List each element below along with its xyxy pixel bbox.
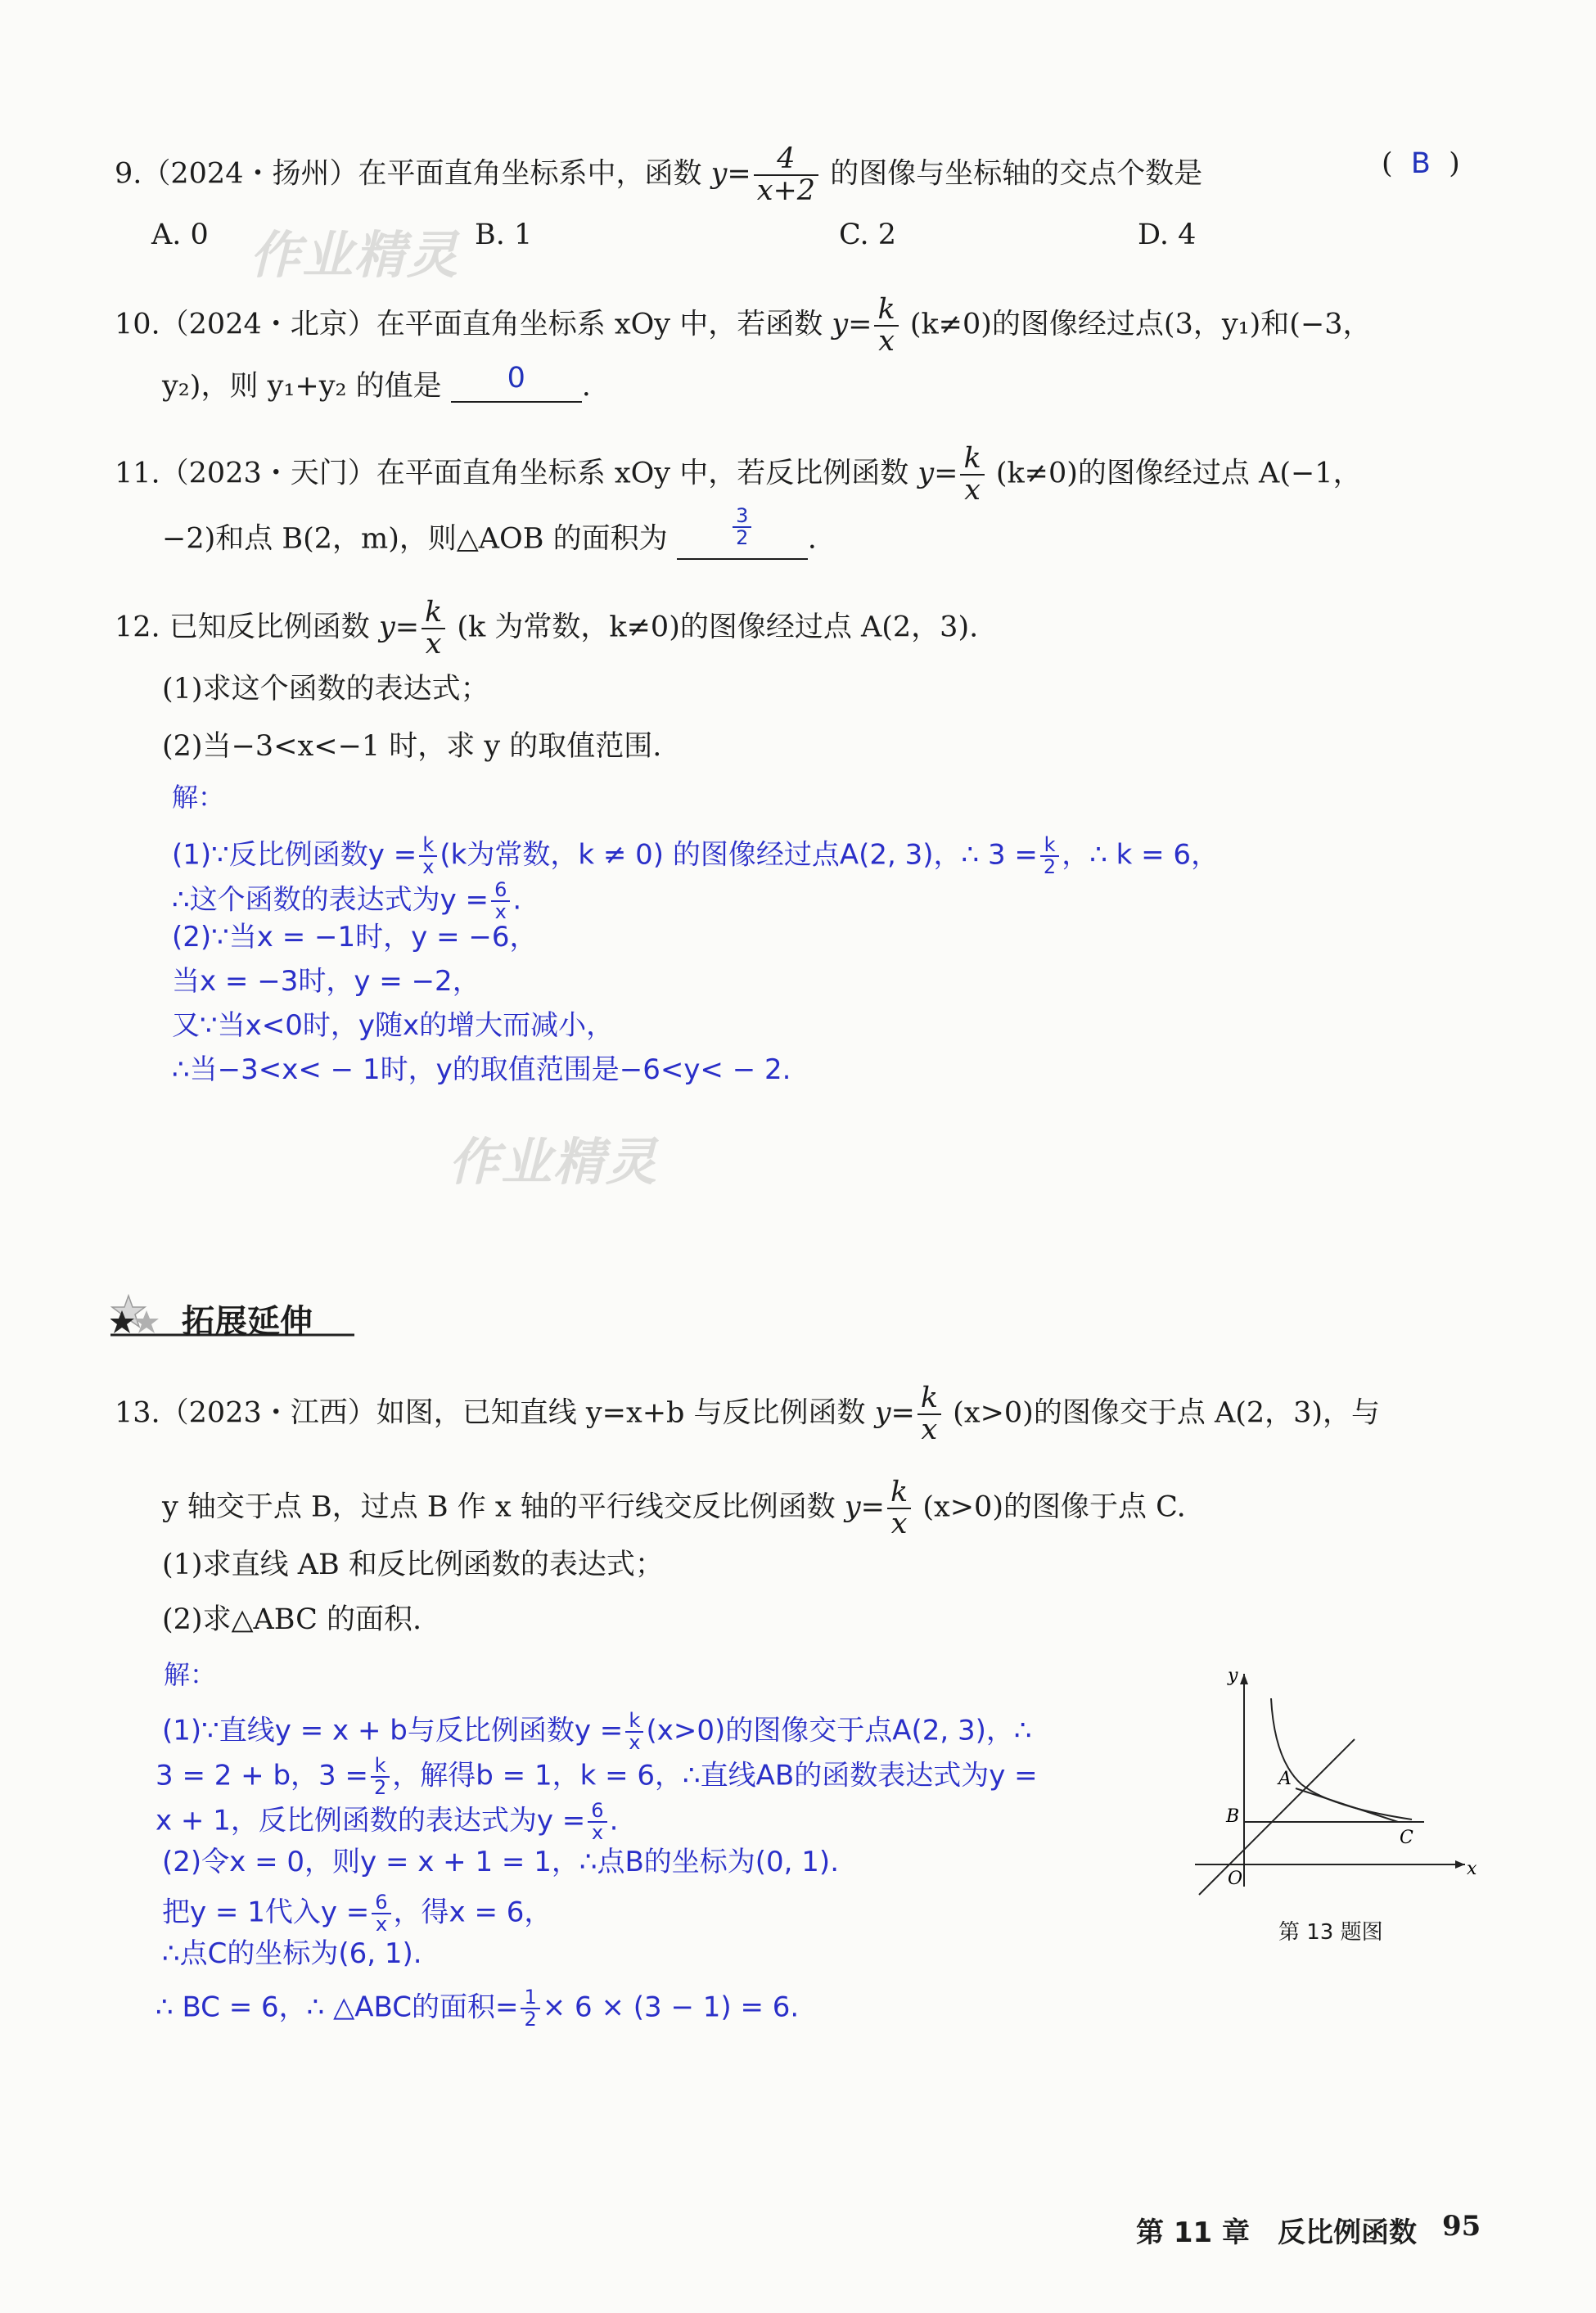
q13-s2-a: 3 = 2 + b，3 = [156,1759,368,1792]
footer-chapter: 第 11 章 反比例函数 [1136,2216,1417,2249]
q12-solution-label: 解： [172,782,225,813]
q13-expr: y= [874,1396,915,1430]
q11-stem [115,444,1362,506]
q13-s7-a: ∴ BC = 6，∴ △ABC的面积= [156,1991,519,2024]
q13-solution-line7 [156,1987,799,2030]
q12-s2-b: . [512,883,522,917]
q12-s2-frac [491,880,510,922]
q12-solution-line4: 当x = −3时，y = −2， [172,965,480,998]
q13-s2-fn: k [371,1756,390,1778]
q11-tail: (k≠0)的图像经过点 A(−1， [995,457,1362,490]
q12-solution-line3: (2)∵当x = −1时，y = −6， [172,921,538,954]
q13-s1-frac [625,1711,643,1753]
watermark: 作业精灵 [250,225,460,285]
q13-s3-fd: x [591,1821,604,1845]
q11-fraction [960,444,984,506]
q11-line2 [162,504,817,560]
q13-s5-a: 把y = 1代入y = [162,1896,370,1929]
q13-frac-den: x [921,1413,938,1446]
q12-stem [115,597,978,660]
q13-solution-line3 [156,1801,618,1843]
q13-s7-frac [521,1987,539,2030]
q9-option-d: D. 4 [1138,219,1197,251]
q12-s1-frac2 [1040,835,1059,877]
q13-s7-fd: 2 [524,2008,537,2031]
q9-frac-den: x+2 [756,174,816,207]
q9-answer-paren: ( B ) [1382,147,1460,180]
q11-answer-den: 2 [736,526,749,550]
q11-answer [733,506,751,548]
q13-s2-b: ，解得b = 1，k = 6，∴直线AB的函数表达式为y = [392,1759,1038,1792]
q13-frac-num: k [917,1383,941,1415]
q13-fraction [917,1383,941,1445]
q13-solution-line2 [156,1756,1038,1798]
line-ab [1199,1739,1355,1895]
q12-frac-num: k [422,597,445,629]
q13-solution-line1 [162,1711,1032,1753]
q13-figure-caption: 第 13 题图 [1278,1920,1383,1945]
q13-s3-b: . [609,1804,619,1837]
q12-part2: (2)当−3<x<−1 时，求 y 的取值范围. [162,730,662,763]
q9-fraction [754,144,818,206]
q11-lead: 11.（2023・天门）在平面直角坐标系 xOy 中，若反比例函数 [115,457,909,490]
q12-frac-den: x [425,627,442,661]
x-axis-arrow-icon [1455,1860,1465,1869]
q12-solution-line1 [172,835,1219,877]
q9-option-c: C. 2 [839,219,897,251]
q10-answer-blank [451,362,582,403]
q13-s5-b: ，得x = 6， [393,1896,552,1929]
point-a-label: A [1278,1769,1292,1789]
y-axis-label: y [1228,1666,1238,1686]
q9-tail: 的图像与坐标轴的交点个数是 [830,157,1203,191]
q11-answer-num: 3 [733,506,751,528]
q13-part1: (1)求直线 AB 和反比例函数的表达式； [162,1549,664,1581]
q10-lead: 10.（2024・北京）在平面直角坐标系 xOy 中，若函数 [115,308,823,341]
q13-lead: 13.（2023・江西）如图，已知直线 y=x+b 与反比例函数 [115,1396,866,1430]
q13-l2-pre: y 轴交于点 B，过点 B 作 x 轴的平行线交反比例函数 [162,1490,836,1524]
q13-s1-a: (1)∵直线y = x + b与反比例函数y = [162,1714,624,1747]
q12-tail: (k 为常数，k≠0)的图像经过点 A(2，3). [457,611,979,644]
q12-part1: (1)求这个函数的表达式； [162,673,489,706]
q13-solution-label: 解： [164,1659,217,1690]
q10-line2-post: . [581,370,591,403]
q12-solution-line6: ∴当−3<x< − 1时，y的取值范围是−6<y< − 2. [172,1053,791,1086]
q13-s5-fn: 6 [372,1892,390,1914]
q10-frac-num: k [874,295,898,327]
q10-line2-pre: y₂)，则 y₁+y₂ 的值是 [162,370,442,403]
q13-solution-line4: (2)令x = 0，则y = x + 1 = 1，∴点B的坐标为(0, 1). [162,1846,840,1878]
q12-s1-c: ，∴ k = 6， [1062,838,1220,872]
q12-s1-fd: x [422,855,435,879]
q12-s2-fd: x [494,900,507,924]
q13-solution-line6: ∴点C的坐标为(6, 1). [162,1937,422,1970]
q12-s1-frac [419,835,437,877]
q13-solution-line5 [162,1892,552,1935]
q10-stem [115,295,1372,357]
q11-line2-pre: −2)和点 B(2，m)，则△AOB 的面积为 [162,522,668,556]
q12-s1-gd: 2 [1043,855,1057,879]
q13-l2-fn: k [887,1477,911,1509]
segment-ac [1296,1788,1398,1822]
q13-stem [115,1383,1380,1445]
point-b-label: B [1226,1806,1240,1827]
q13-s1-fn: k [625,1711,643,1733]
q13-tail: (x>0)的图像交于点 A(2，3)，与 [953,1396,1381,1430]
q9-answer: B [1410,147,1431,180]
q10-frac-den: x [878,324,895,358]
q12-s1-b: (k为常数，k ≠ 0) 的图像经过点A(2, 3)，∴ 3 = [440,838,1038,872]
q12-expr: y= [378,611,420,644]
q10-line2 [162,362,591,403]
q13-l2-fraction [887,1477,911,1540]
q13-s5-frac [372,1892,390,1935]
q9-lead: 9.（2024・扬州）在平面直角坐标系中，函数 [115,157,702,191]
q13-s2-fd: 2 [373,1776,387,1800]
q13-l2-post: (x>0)的图像于点 C. [922,1490,1186,1524]
origin-label: O [1228,1869,1243,1889]
q12-s2-a: ∴这个函数的表达式为y = [172,883,489,917]
q13-s5-fd: x [375,1913,388,1937]
q12-s2-fn: 6 [491,880,510,902]
q13-line2 [162,1477,1186,1540]
q9-option-b: B. 1 [475,219,533,251]
q13-figure [1179,1661,1490,1899]
q10-answer: 0 [507,362,525,395]
y-axis-arrow-icon [1240,1674,1248,1684]
q9-frac-num: 4 [754,144,818,176]
q12-s1-a: (1)∵反比例函数y = [172,838,417,872]
q13-s3-frac [588,1801,606,1843]
q11-frac-den: x [964,473,981,507]
q13-s2-frac [371,1756,390,1798]
q13-part2: (2)求△ABC 的面积. [162,1603,422,1636]
q13-l2-expr: y= [844,1490,885,1524]
q9-expr: y= [710,157,751,191]
q13-s7-b: × 6 × (3 − 1) = 6. [542,1991,800,2024]
section-title: 拓展延伸 [182,1303,313,1341]
watermark: 作业精灵 [449,1132,659,1192]
q10-tail: (k≠0)的图像经过点(3，y₁)和(−3， [909,308,1372,341]
q13-s1-fd: x [629,1731,641,1755]
q12-solution-line5: 又∵当x<0时，y随x的增大而减小， [172,1009,615,1042]
q9-option-a: A. 0 [151,219,209,251]
q10-expr: y= [832,308,872,341]
q11-frac-num: k [960,444,984,476]
q11-expr: y= [917,457,958,490]
q13-l2-fd: x [890,1507,908,1540]
q12-s1-fn: k [419,835,437,857]
q12-s1-gn: k [1040,835,1059,857]
q11-answer-blank [677,504,808,560]
point-c-label: C [1400,1828,1413,1848]
q13-s3-fn: 6 [588,1801,606,1823]
q12-lead: 12. 已知反比例函数 [115,611,370,644]
q12-solution-line2 [172,880,521,922]
q12-fraction [422,597,445,660]
x-axis-label: x [1467,1859,1477,1879]
q13-s1-b: (x>0)的图像交于点A(2, 3)，∴ [646,1714,1032,1747]
q13-s3-a: x + 1，反比例函数的表达式为y = [156,1804,586,1837]
page-number: 95 [1442,2210,1481,2243]
q10-fraction [874,295,898,357]
q13-s7-fn: 1 [521,1987,539,2009]
q11-line2-post: . [807,522,817,556]
q9-stem [115,144,1202,206]
